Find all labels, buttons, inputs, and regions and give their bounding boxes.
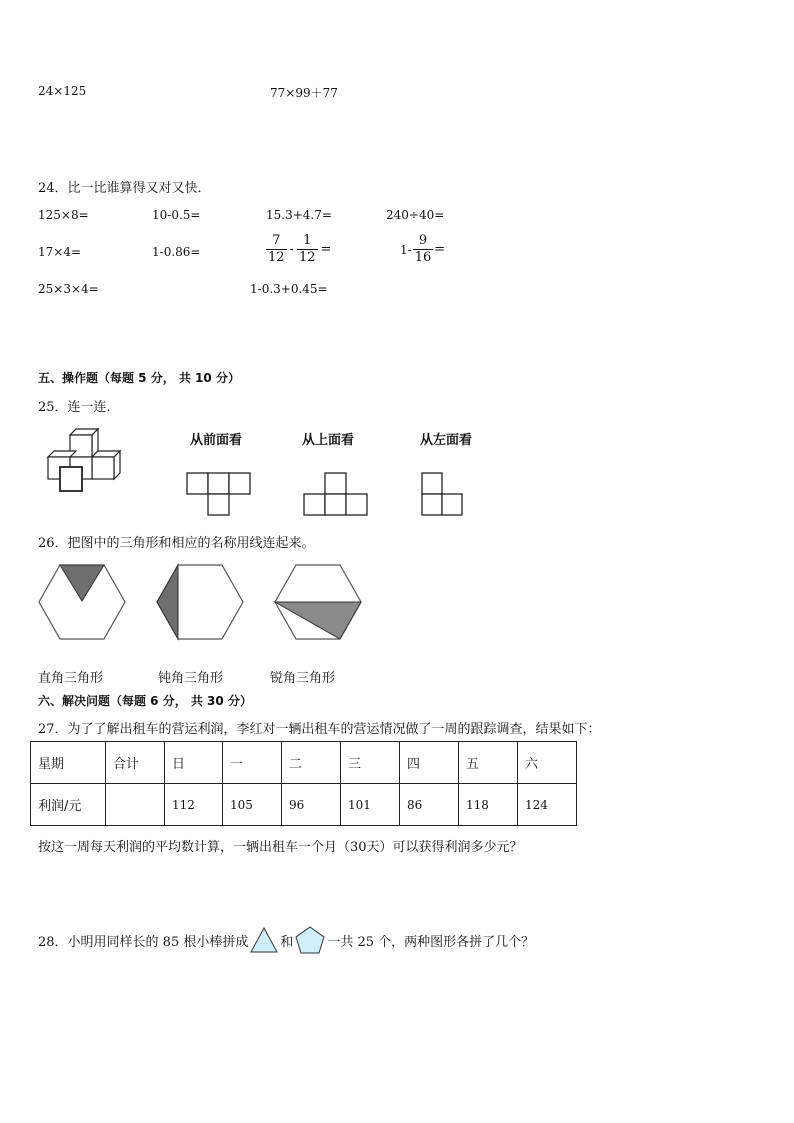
table-header-cell: 二 [282,742,341,784]
equals-sign: = [434,242,446,257]
q26-title: 26．把图中的三角形和相应的名称用线连起来。 [38,536,315,551]
table-cell: 124 [518,784,577,826]
triangle-icon [250,927,278,953]
table-header-cell: 合计 [106,742,165,784]
q27-title: 27．为了了解出租车的营运利润，李红对一辆出租车的营运情况做了一周的跟踪调查，结果如下： [38,722,601,737]
table-header-cell: 五 [459,742,518,784]
table-header-cell: 六 [518,742,577,784]
exercise-77x99-plus-77: 77×99＋77 [270,86,338,100]
denominator: 16 [414,250,432,265]
fraction [413,233,434,266]
q28-text-2: 和 [280,934,294,950]
fraction [266,233,287,266]
table-cell: 118 [459,784,518,826]
exercise-24x125: 24×125 [38,84,87,98]
cube-stack-figure [40,425,130,495]
view-shape-l [421,472,465,516]
view-label-front: 从前面看 [190,433,243,448]
table-cell: 96 [282,784,341,826]
hexagon-with-triangle-2 [156,563,246,641]
table-header-cell: 日 [165,742,223,784]
hexagon-with-triangle-3 [274,563,364,641]
q24-item: 25×3×4= [38,282,99,296]
view-label-left: 从左面看 [420,433,473,448]
table-cell: 86 [400,784,459,826]
profit-table [30,741,577,826]
numerator: 7 [272,233,281,248]
q24-fraction-expression [266,233,331,266]
denominator: 12 [268,250,285,265]
q28-text-3: 一共 25 个，两种图形各拼了几个？ [327,934,535,950]
pentagon-icon [295,926,325,954]
numerator: 1 [303,233,312,248]
q28-text-1: 28．小明用同样长的 85 根小棒拼成 [38,934,249,950]
prefix: 1- [400,242,412,257]
view-shape-inverted-t [303,472,369,516]
table-row [31,742,577,784]
equals-sign: = [320,242,332,257]
q25-title: 25．连一连． [38,400,120,415]
table-header-cell: 一 [223,742,282,784]
q24-item: 240÷40= [386,208,445,222]
q24-item: 10-0.5= [152,208,201,222]
q24-item: 15.3+4.7= [266,208,332,222]
view-label-top: 从上面看 [302,433,355,448]
q24-item: 1-0.3+0.45= [250,282,328,296]
q24-item: 125×8= [38,208,89,222]
table-header-cell: 星期 [31,742,106,784]
triangle-name-right: 直角三角形 [38,671,104,686]
table-cell: 105 [223,784,282,826]
table-row [31,784,577,826]
hexagon-with-triangle-1 [38,563,128,641]
table-header-cell: 三 [341,742,400,784]
section-6-title: 六、解决问题（每题 6 分， 共 30 分） [38,694,252,708]
q27-question: 按这一周每天利润的平均数计算，一辆出租车一个月（30天）可以获得利润多少元？ [38,840,523,855]
triangle-name-obtuse: 钝角三角形 [158,671,224,686]
denominator: 12 [298,250,316,265]
table-cell: 101 [341,784,400,826]
table-row-label: 利润/元 [31,784,106,826]
q24-item: 1-0.86= [152,245,201,259]
minus-sign: - [289,242,294,257]
section-5-title: 五、操作题（每题 5 分， 共 10 分） [38,371,240,385]
q28-line [38,926,534,954]
fraction [297,233,318,266]
table-header-cell: 四 [400,742,459,784]
table-cell: 112 [165,784,223,826]
q24-title: 24．比一比谁算得又对又快． [38,181,211,196]
view-shape-t [186,472,252,516]
table-cell [106,784,165,826]
numerator: 9 [418,233,428,248]
q24-fraction-expression-2 [400,233,445,266]
triangle-name-acute: 锐角三角形 [270,671,336,686]
q24-item: 17×4= [38,245,82,259]
